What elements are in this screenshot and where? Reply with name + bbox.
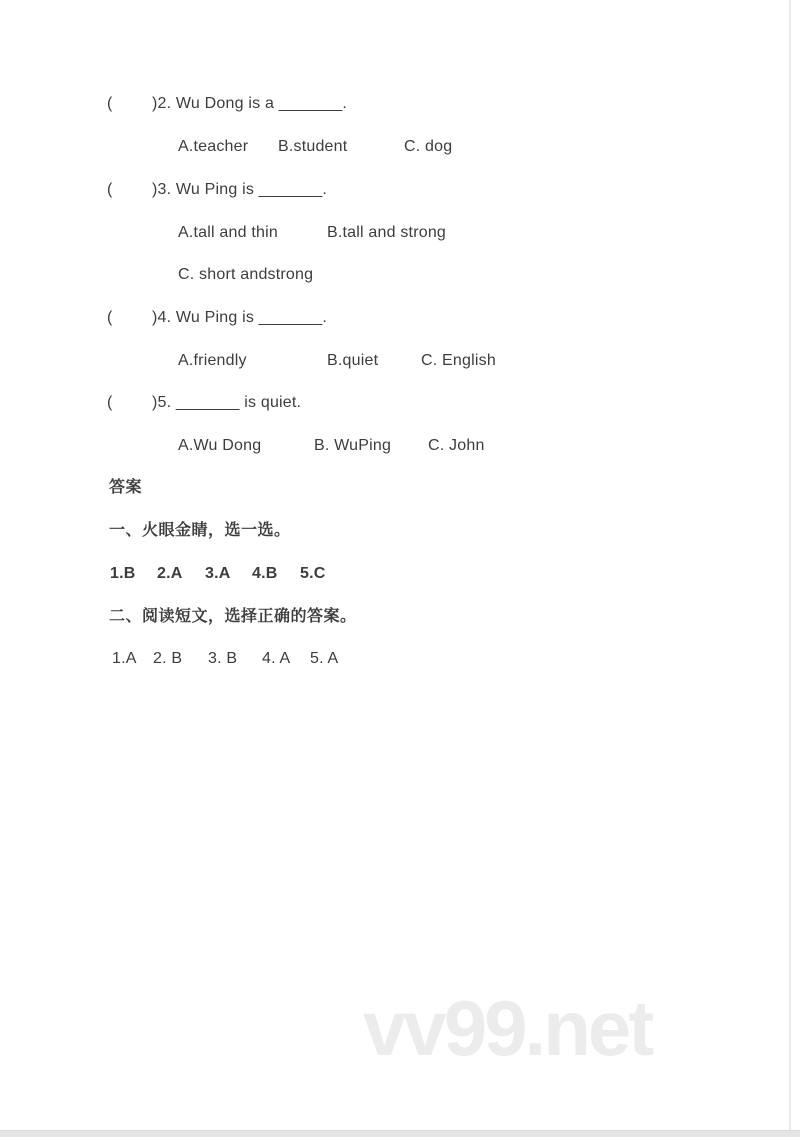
answer-section-2-heading [0, 608, 800, 626]
answer-item: 3.A [205, 565, 231, 582]
question-5-stem [0, 394, 800, 412]
heading-text: 一、火眼金睛，选一选。 [109, 522, 291, 539]
answer-item: 2.A [157, 565, 183, 582]
page-bottom-edge-strip [0, 1130, 800, 1137]
answer-paren: ( [107, 181, 113, 198]
answer-item: 2. B [153, 650, 183, 667]
question-text: )5. _______ is quiet. [152, 394, 302, 411]
option-a: A.friendly [178, 352, 247, 369]
option-b: B.quiet [327, 352, 379, 369]
answer-section-1-answers [0, 565, 800, 583]
answer-item: 4. A [262, 650, 291, 667]
option-c: C. short andstrong [178, 266, 314, 283]
question-2-stem [0, 95, 800, 113]
question-4-stem [0, 309, 800, 327]
answer-paren: ( [107, 95, 113, 112]
option-b: B. WuPing [314, 437, 392, 454]
question-3-options-row2 [0, 266, 800, 284]
answer-item: 5. A [310, 650, 339, 667]
question-5-options [0, 437, 800, 455]
question-text: )2. Wu Dong is a _______. [152, 95, 348, 112]
option-c: C. dog [404, 138, 453, 155]
answer-item: 1.B [110, 565, 136, 582]
answer-key-title [0, 479, 800, 497]
page-right-edge-line [789, 0, 791, 1131]
answer-item: 1.A [112, 650, 137, 667]
question-4-options [0, 352, 800, 370]
question-text: )4. Wu Ping is _______. [152, 309, 328, 326]
option-c: C. John [428, 437, 485, 454]
option-a: A.Wu Dong [178, 437, 262, 454]
answer-section-2-answers [0, 650, 800, 668]
question-2-options [0, 138, 800, 156]
answer-paren: ( [107, 309, 113, 326]
answer-item: 5.C [300, 565, 326, 582]
answer-section-1-heading [0, 522, 800, 540]
answer-item: 3. B [208, 650, 238, 667]
option-b: B.student [278, 138, 348, 155]
option-a: A.teacher [178, 138, 249, 155]
question-3-stem [0, 181, 800, 199]
heading-text: 二、阅读短文，选择正确的答案。 [109, 608, 357, 625]
question-text: )3. Wu Ping is _______. [152, 181, 328, 198]
question-3-options-row1 [0, 224, 800, 242]
option-c: C. English [421, 352, 496, 369]
answer-paren: ( [107, 394, 113, 411]
option-b: B.tall and strong [327, 224, 447, 241]
option-a: A.tall and thin [178, 224, 278, 241]
site-watermark: vv99.net [363, 984, 652, 1072]
answer-key-title-text: 答案 [109, 479, 143, 496]
answer-item: 4.B [252, 565, 278, 582]
